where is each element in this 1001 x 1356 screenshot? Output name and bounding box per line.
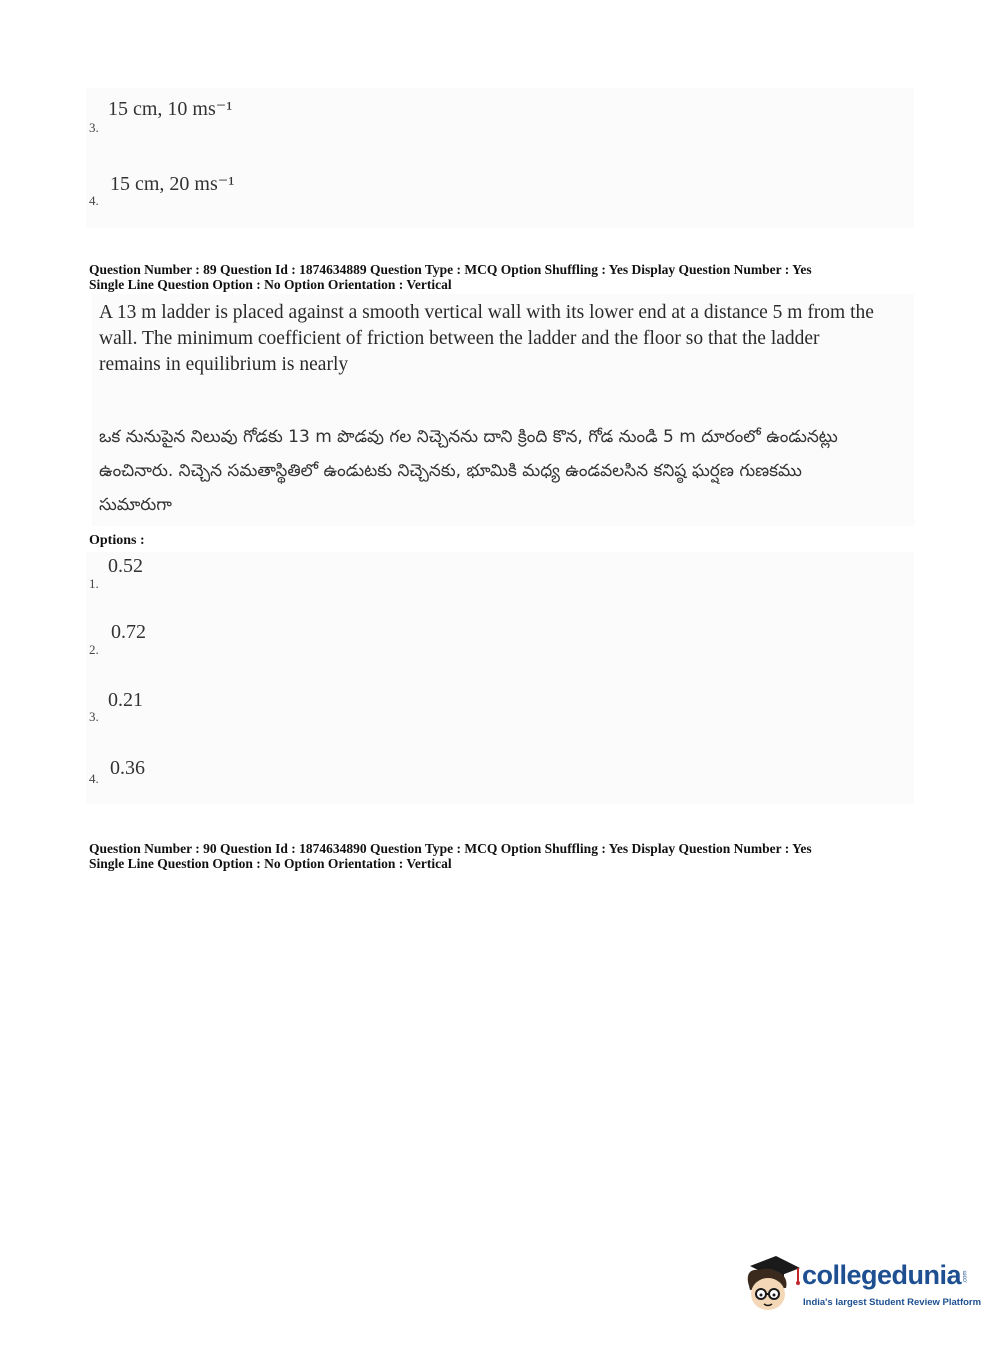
question-89-text-english: A 13 m ladder is placed against a smooth vertical wall with its lower end at a distance 5 m from the wall. The minimum coefficient of friction between the ladder and the floor so that the ladder remains in equilibrium is nearly — [99, 302, 874, 375]
logo-domain-suffix: .com — [962, 1270, 969, 1284]
question-90-meta-line1: Question Number : 90 Question Id : 1874634890 Question Type : MCQ Option Shuffling : Yes Display Question Number : Yes — [89, 841, 812, 856]
question-89-meta-line1: Question Number : 89 Question Id : 1874634889 Question Type : MCQ Option Shuffling : Yes Display Question Number : Yes — [89, 262, 812, 277]
options-label: Options : — [89, 533, 145, 548]
option-1-value: 0.52 — [108, 555, 143, 577]
question-90-meta-line2: Single Line Question Option : No Option Orientation : Vertical — [89, 856, 452, 871]
prev-option-number: 4. — [89, 193, 99, 208]
option-2-number: 2. — [89, 642, 99, 657]
prev-option-number: 3. — [89, 120, 99, 135]
option-1-number: 1. — [89, 576, 99, 591]
question-89-meta-line2: Single Line Question Option : No Option Orientation : Vertical — [89, 277, 452, 292]
logo-tagline: India's largest Student Review Platform — [803, 1297, 982, 1308]
option-4-value: 0.36 — [110, 757, 145, 779]
student-mascot-icon — [742, 1252, 802, 1314]
option-4-number: 4. — [89, 771, 99, 786]
option-3-number: 3. — [89, 709, 99, 724]
question-89-options-block — [86, 552, 914, 804]
collegedunia-logo — [742, 1252, 982, 1314]
option-3-value: 0.21 — [108, 689, 143, 711]
prev-option-value: 15 cm, 20 ms⁻¹ — [110, 173, 235, 195]
option-2-value: 0.72 — [111, 621, 146, 643]
logo-wordmark: collegedunia — [802, 1260, 962, 1290]
question-89-text-telugu: ఒక నునుపైన నిలువు గోడకు 13 m పొడవు గల నిచ్చెనను దాని క్రింది కొన, గోడ నుండి 5 m దూరంలో ఉండునట్లు ఉంచినారు. నిచ్చెన సమతాస్థితిలో ఉండుటకు నిచ్చెనకు, భూమికి మధ్య ఉండవలసిన కనిష్ఠ ఘర్షణ గుణకము సుమారుగా — [99, 427, 838, 515]
prev-option-value: 15 cm, 10 ms⁻¹ — [108, 98, 233, 120]
